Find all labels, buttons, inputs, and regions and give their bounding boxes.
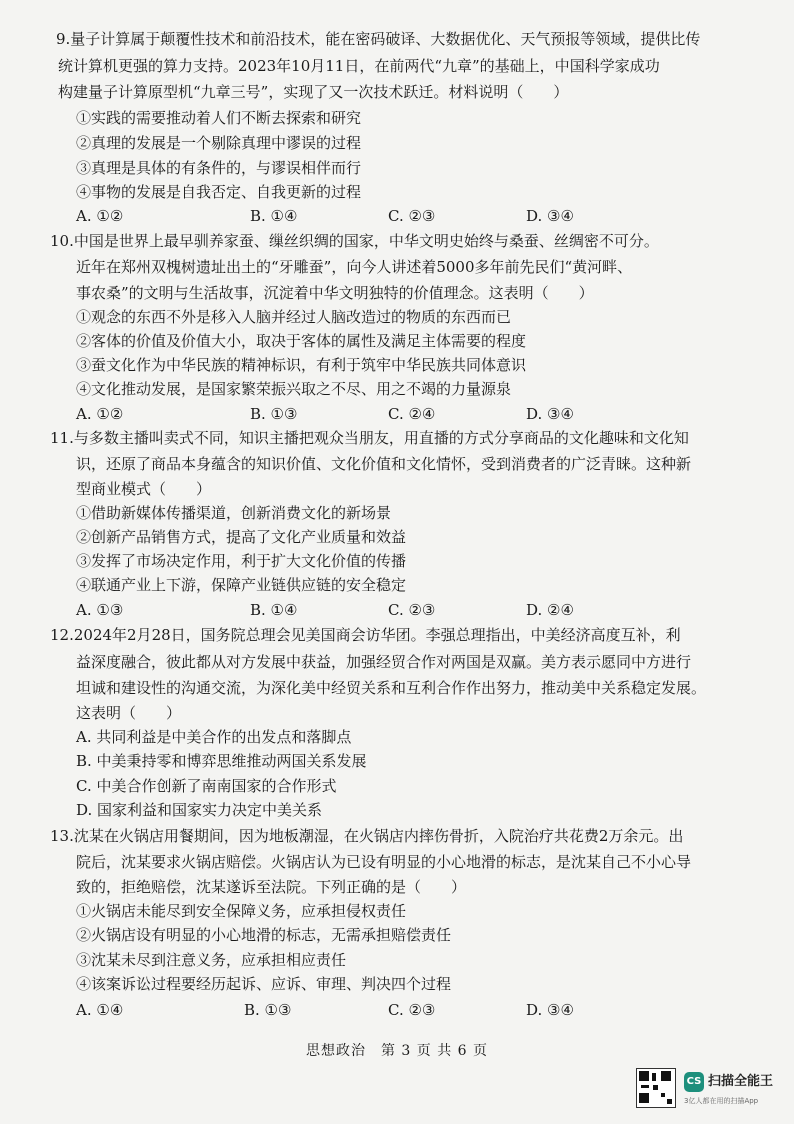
q12-stem-line: 12.2024年2月28日，国务院总理会见美国商会访华团。李强总理指出，中美经济高度互补，利 <box>50 626 681 644</box>
q10-stem-line: 近年在郑州双槐树遗址出土的“牙雕蚕”，向今人讲述着5000多年前先民们“黄河畔、 <box>76 258 633 276</box>
q11-stem-line: 识，还原了商品本身蕴含的知识价值、文化价值和文化情怀，受到消费者的广泛青睐。这种新 <box>76 455 692 473</box>
q13-choice-c: C. ②③ <box>388 1001 436 1019</box>
q11-option: ①借助新媒体传播渠道，创新消费文化的新场景 <box>76 504 392 522</box>
q9-stem-line: 构建量子计算原型机“九章三号”，实现了又一次技术跃迁。材料说明（ ） <box>58 83 569 101</box>
q13-choice-b: B. ①③ <box>244 1001 292 1019</box>
q11-option: ④联通产业上下游，保障产业链供应链的安全稳定 <box>76 576 407 594</box>
q12-option-c: C. 中美合作创新了南南国家的合作形式 <box>76 777 337 795</box>
q11-choice-a: A. ①③ <box>76 601 124 619</box>
qr-code-icon <box>636 1068 676 1108</box>
q12-option-a: A. 共同利益是中美合作的出发点和落脚点 <box>76 728 352 746</box>
q9-choice-c: C. ②③ <box>388 207 436 225</box>
q13-choice-a: A. ①④ <box>76 1001 124 1019</box>
q11-choice-d: D. ②④ <box>526 601 574 619</box>
q9-choice-d: D. ③④ <box>526 207 574 225</box>
q9-stem-line: 统计算机更强的算力支持。2023年10月11日，在前两代“九章”的基础上，中国科学家成功 <box>58 57 660 75</box>
q10-choice-c: C. ②④ <box>388 405 436 423</box>
camscanner-tagline: 3亿人都在用的扫描App <box>684 1097 759 1105</box>
q12-option-b: B. 中美秉持零和博弈思维推动两国关系发展 <box>76 752 367 770</box>
q13-option: ④该案诉讼过程要经历起诉、应诉、审理、判决四个过程 <box>76 975 452 993</box>
q11-choice-c: C. ②③ <box>388 601 436 619</box>
q11-stem-line: 11.与多数主播叫卖式不同，知识主播把观众当朋友，用直播的方式分享商品的文化趣味和文化知 <box>50 429 689 447</box>
q10-option: ①观念的东西不外是移入人脑并经过人脑改造过的物质的东西而已 <box>76 308 512 326</box>
q12-stem-line: 这表明（ ） <box>76 704 182 722</box>
q11-option: ③发挥了市场决定作用，利于扩大文化价值的传播 <box>76 552 407 570</box>
q12-option-d: D. 国家利益和国家实力决定中美关系 <box>76 801 323 819</box>
q9-option: ④事物的发展是自我否定、自我更新的过程 <box>76 183 362 201</box>
q10-option: ②客体的价值及价值大小，取决于客体的属性及满足主体需要的程度 <box>76 332 527 350</box>
q11-choice-b: B. ①④ <box>250 601 298 619</box>
page-footer: 思想政治 第 3 页 共 6 页 <box>305 1043 489 1059</box>
q13-option: ③沈某未尽到注意义务，应承担相应责任 <box>76 951 347 969</box>
q9-option: ③真理是具体的有条件的，与谬误相伴而行 <box>76 159 362 177</box>
q10-choice-a: A. ①② <box>76 405 124 423</box>
q12-stem-line: 益深度融合，彼此都从对方发展中获益，加强经贸合作对两国是双赢。美方表示愿同中方进行 <box>76 653 692 671</box>
q10-stem-line: 10.中国是世界上最早驯养家蚕、缫丝织绸的国家，中华文明史始终与桑蚕、丝绸密不可分。 <box>50 232 659 250</box>
q9-option: ②真理的发展是一个剔除真理中谬误的过程 <box>76 134 362 152</box>
q10-option: ④文化推动发展，是国家繁荣振兴取之不尽、用之不竭的力量源泉 <box>76 380 512 398</box>
q13-choice-d: D. ③④ <box>526 1001 574 1019</box>
q9-choice-b: B. ①④ <box>250 207 298 225</box>
q13-stem-line: 致的，拒绝赔偿，沈某遂诉至法院。下列正确的是（ ） <box>76 878 467 896</box>
q12-stem-line: 坦诚和建设性的沟通交流，为深化美中经贸关系和互利合作作出努力，推动美中关系稳定发展。 <box>76 679 707 697</box>
q10-choice-b: B. ①③ <box>250 405 298 423</box>
q9-option: ①实践的需要推动着人们不断去探索和研究 <box>76 109 362 127</box>
q9-choice-a: A. ①② <box>76 207 124 225</box>
q10-stem-line: 事农桑”的文明与生活故事，沉淀着中华文明独特的价值理念。这表明（ ） <box>76 284 594 302</box>
camscanner-logo: CS <box>684 1072 704 1092</box>
q11-option: ②创新产品销售方式，提高了文化产业质量和效益 <box>76 528 407 546</box>
q13-stem-line: 院后，沈某要求火锅店赔偿。火锅店认为已设有明显的小心地滑的标志，是沈某自己不小心导 <box>76 853 692 871</box>
q13-option: ①火锅店未能尽到安全保障义务，应承担侵权责任 <box>76 902 407 920</box>
q10-choice-d: D. ③④ <box>526 405 574 423</box>
q11-stem-line: 型商业模式（ ） <box>76 480 212 498</box>
q13-stem-line: 13.沈某在火锅店用餐期间，因为地板潮湿，在火锅店内摔伤骨折，入院治疗共花费2万余元。出 <box>50 827 684 845</box>
q13-option: ②火锅店设有明显的小心地滑的标志，无需承担赔偿责任 <box>76 926 452 944</box>
q9-stem-line: 9.量子计算属于颠覆性技术和前沿技术，能在密码破译、大数据优化、天气预报等领域，提供比传 <box>56 30 701 48</box>
camscanner-name: 扫描全能王 <box>708 1074 774 1089</box>
q10-option: ③蚕文化作为中华民族的精神标识，有利于筑牢中华民族共同体意识 <box>76 356 527 374</box>
